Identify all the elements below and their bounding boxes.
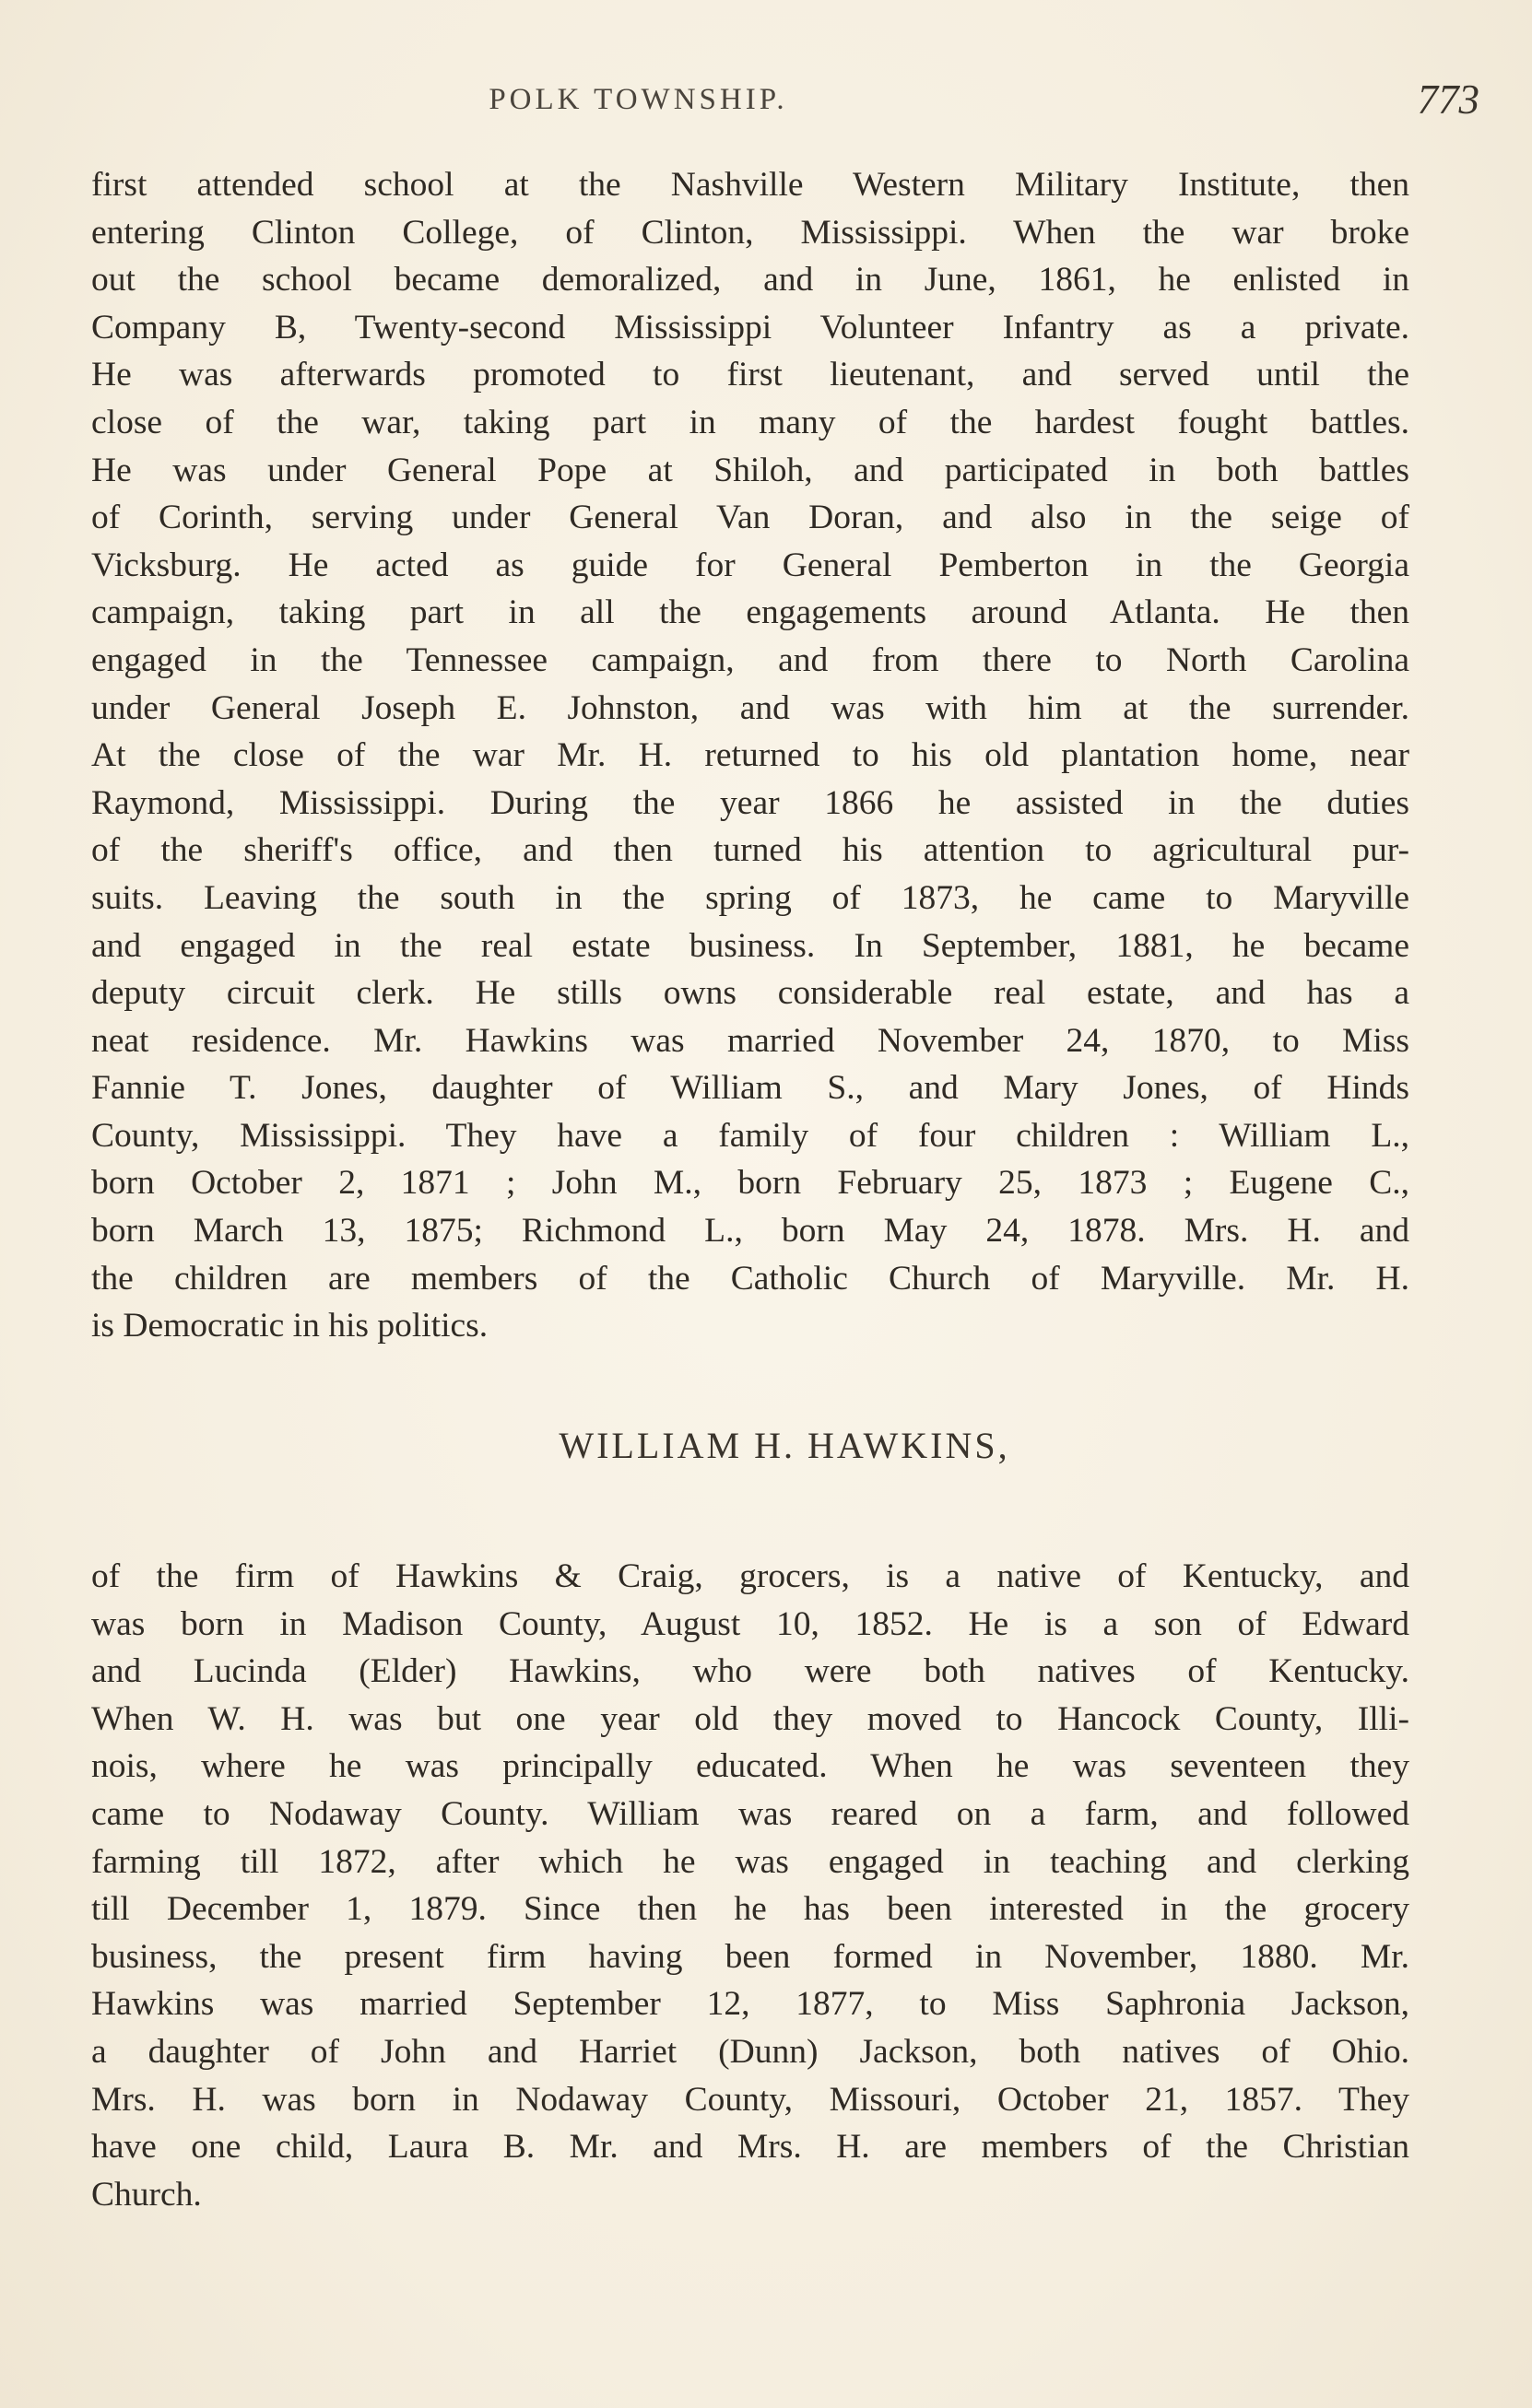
text-line: nois, where he was principally educated. When he was seventeen they: [91, 1747, 1409, 1786]
text-line: first attended school at the Nashville Western Military Institute, then: [91, 166, 1409, 204]
text-line: campaign, taking part in all the engagements around Atlanta. He then: [91, 593, 1409, 632]
text-line: Hawkins was married September 12, 1877, to Miss Saphronia Jackson,: [91, 1985, 1409, 2024]
running-title: POLK TOWNSHIP.: [489, 83, 788, 116]
text-line: of the firm of Hawkins & Craig, grocers, is a native of Kentucky, and: [91, 1557, 1409, 1595]
text-line: born October 2, 1871 ; John M., born February 25, 1873 ; Eugene C.,: [91, 1164, 1409, 1203]
text-line: Company B, Twenty-second Mississippi Volunteer Infantry as a private.: [91, 308, 1409, 347]
text-line: engaged in the Tennessee campaign, and from there to North Carolina: [91, 640, 1409, 679]
text-line: neat residence. Mr. Hawkins was married November 24, 1870, to Miss: [91, 1021, 1409, 1060]
section-heading: [0, 1424, 1532, 1467]
paragraph-biography-continued: [91, 161, 1409, 1350]
text-line: came to Nodaway County. William was reared on a farm, and followed: [91, 1794, 1409, 1833]
text-line: Vicksburg. He acted as guide for General Pemberton in the Georgia: [91, 546, 1409, 584]
text-line: Church.: [91, 2175, 202, 2214]
text-line: is Democratic in his politics.: [91, 1307, 489, 1345]
text-line: born March 13, 1875; Richmond L., born May 24, 1878. Mrs. H. and: [91, 1212, 1409, 1251]
text-line: He was afterwards promoted to first lieutenant, and served until the: [91, 356, 1409, 394]
text-line: till December 1, 1879. Since then he has been interested in the grocery: [91, 1890, 1409, 1929]
page-number: 773: [1417, 76, 1479, 123]
text-line: of Corinth, serving under General Van Doran, and also in the seige of: [91, 499, 1409, 537]
text-line: He was under General Pope at Shiloh, and participated in both battles: [91, 451, 1409, 489]
text-line: business, the present firm having been formed in November, 1880. Mr.: [91, 1937, 1409, 1976]
section-heading-text: WILLIAM H. HAWKINS,: [559, 1425, 1010, 1466]
text-line: close of the war, taking part in many of the hardest fought battles.: [91, 403, 1409, 441]
text-line: under General Joseph E. Johnston, and was with him at the surrender.: [91, 688, 1409, 727]
text-line: was born in Madison County, August 10, 1852. He is a son of Edward: [91, 1604, 1409, 1643]
text-line: and engaged in the real estate business. In September, 1881, he became: [91, 926, 1409, 965]
text-line: suits. Leaving the south in the spring of 1873, he came to Maryville: [91, 878, 1409, 917]
text-line: the children are members of the Catholic Church of Maryville. Mr. H.: [91, 1259, 1409, 1298]
text-line: County, Mississippi. They have a family of four children : William L.,: [91, 1116, 1409, 1155]
text-line: At the close of the war Mr. H. returned to his old plantation home, near: [91, 736, 1409, 775]
text-line: entering Clinton College, of Clinton, Mississippi. When the war broke: [91, 213, 1409, 252]
text-line: and Lucinda (Elder) Hawkins, who were both natives of Kentucky.: [91, 1652, 1409, 1691]
text-line: farming till 1872, after which he was engaged in teaching and clerking: [91, 1842, 1409, 1881]
text-line: When W. H. was but one year old they moved to Hancock County, Illi-: [91, 1699, 1409, 1738]
text-line: deputy circuit clerk. He stills owns considerable real estate, and has a: [91, 974, 1409, 1013]
text-line: Fannie T. Jones, daughter of William S., and Mary Jones, of Hinds: [91, 1069, 1409, 1108]
text-line: a daughter of John and Harriet (Dunn) Jackson, both natives of Ohio.: [91, 2032, 1409, 2071]
text-line: of the sheriff's office, and then turned his attention to agricultural pur-: [91, 831, 1409, 870]
running-head: [0, 76, 1532, 131]
paragraph-william-h-hawkins: [91, 1553, 1409, 2218]
text-line: out the school became demoralized, and in June, 1861, he enlisted in: [91, 261, 1409, 300]
text-line: have one child, Laura B. Mr. and Mrs. H. are members of the Christian: [91, 2128, 1409, 2167]
text-line: Raymond, Mississippi. During the year 1866 he assisted in the duties: [91, 783, 1409, 822]
text-line: Mrs. H. was born in Nodaway County, Missouri, October 21, 1857. They: [91, 2080, 1409, 2119]
